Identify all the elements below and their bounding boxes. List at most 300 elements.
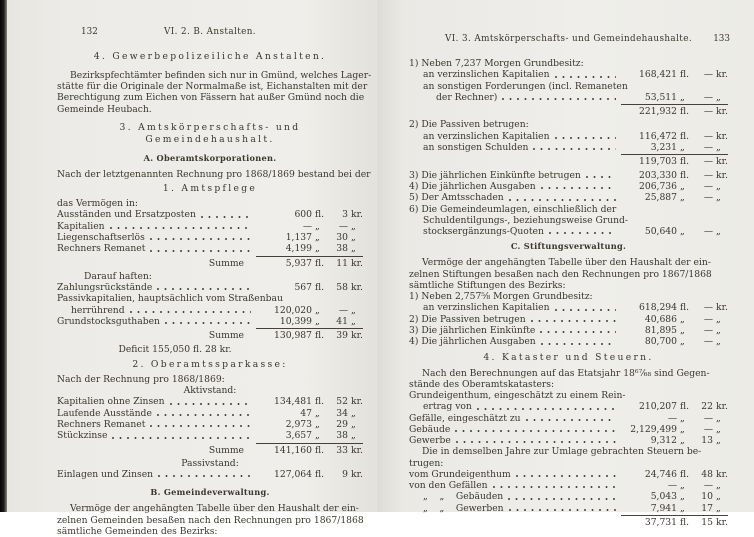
unit-kreuzer: „	[716, 313, 721, 325]
running-header-right-title: VI. 3. Amtskörperschafts- und Gemeindehaushalte.	[444, 34, 693, 44]
paragraph-kataster	[409, 368, 728, 390]
row-amounts	[621, 154, 728, 167]
ledger-row	[57, 328, 363, 341]
amount-gulden: 5,043	[650, 491, 677, 503]
amount-gulden: 40,686	[644, 313, 677, 325]
ledger-stiftungen	[409, 291, 728, 347]
amount-gulden: 25,887	[644, 192, 677, 204]
paragraph-line: trugen:	[409, 457, 444, 469]
amount-kreuzer: 30	[336, 231, 348, 243]
section-heading-kataster: 4. Kataster und Steuern.	[483, 351, 654, 363]
ledger-row	[409, 226, 728, 237]
paragraph-line: zelnen Stiftungen besaßen nach den Rechnungen pro 1867/1868	[409, 268, 712, 280]
row-label: stocksergänzungs-Quoten	[423, 226, 544, 238]
ledger-row	[57, 305, 363, 316]
row-amounts	[621, 401, 728, 412]
row-label: Liegenschaftserlös	[57, 231, 145, 243]
unit-gulden: fl.	[315, 469, 325, 481]
row-amounts	[256, 243, 363, 254]
unit-gulden: fl.	[315, 282, 325, 294]
amount-gulden: 1,137	[285, 231, 312, 243]
row-label: vom Grundeigenthum	[409, 468, 511, 480]
amount-gulden: 50,640	[644, 226, 677, 238]
unit-kreuzer: „	[716, 192, 721, 204]
amount-kreuzer: 11	[336, 257, 348, 269]
dot-leader	[150, 425, 251, 427]
ledger-row	[57, 443, 363, 456]
amount-gulden: 600	[294, 209, 312, 221]
unit-gulden: fl.	[680, 468, 690, 480]
unit-kreuzer: „	[716, 180, 721, 192]
amount-gulden: 2,973	[285, 418, 312, 430]
unit-kreuzer: „	[716, 324, 721, 336]
row-amounts	[256, 328, 363, 341]
ledger-row	[409, 469, 728, 480]
ledger-row	[57, 282, 363, 293]
paragraph-line: sämtliche Gemeinden des Bezirks:	[57, 525, 218, 537]
amount-gulden: 203,330	[639, 169, 677, 181]
row-label: Grundeigenthum, eingeschätzt zu einem Rein-	[409, 389, 626, 401]
unit-kreuzer: „	[351, 407, 356, 419]
amount-gulden: 618,294	[639, 302, 677, 314]
row-label: Gebäude	[409, 423, 451, 435]
unit-kreuzer: kr.	[351, 209, 363, 221]
amount-gulden: 10,399	[279, 315, 312, 327]
row-label: Rechners Remanet	[57, 243, 146, 255]
row-label: Summe	[208, 444, 244, 456]
unit-gulden: fl.	[680, 69, 690, 81]
amount-kreuzer: 38	[336, 243, 348, 255]
unit-kreuzer: „	[351, 315, 356, 327]
unit-gulden: fl.	[315, 330, 325, 342]
dot-leader	[531, 320, 616, 322]
amount-kreuzer: 15	[701, 517, 713, 529]
ledger-row	[409, 69, 728, 80]
paragraph-line: stände des Oberamtskatasters:	[409, 378, 555, 390]
ledger-row	[57, 221, 363, 232]
ledger-row	[409, 104, 728, 117]
unit-kreuzer: kr.	[716, 169, 728, 181]
amount-kreuzer: —	[703, 226, 713, 238]
row-amounts	[256, 305, 363, 316]
amount-kreuzer: 13	[701, 435, 713, 447]
row-label: an verzinslichen Kapitalien	[423, 302, 550, 314]
paragraph-line: Vermöge der angehängten Tabelle über den Haushalt der ein-	[422, 257, 711, 269]
row-label: Summe	[208, 257, 244, 269]
ledger-row	[409, 390, 728, 401]
ledger-row	[409, 435, 728, 446]
row-label: Kapitalien ohne Zinsen	[57, 396, 165, 408]
dot-leader	[110, 227, 251, 229]
amount-gulden: —	[667, 412, 677, 424]
row-amounts	[621, 480, 728, 491]
unit-kreuzer: „	[351, 220, 356, 232]
ledger-row	[57, 469, 363, 480]
row-amounts	[621, 92, 728, 103]
dot-leader	[112, 437, 251, 439]
row-amounts	[621, 325, 728, 336]
dot-leader	[201, 216, 251, 218]
ledger-row	[57, 198, 363, 209]
amount-kreuzer: —	[703, 336, 713, 348]
row-amounts	[621, 192, 728, 203]
unit-gulden: fl.	[315, 396, 325, 408]
paragraph-line: Berechtigung zum Eichen von Fässern hat außer Gmünd noch die	[57, 92, 365, 104]
dot-leader	[157, 288, 251, 290]
row-amounts	[621, 314, 728, 325]
paragraph-line: stätte für die Originale der Normalmaße ist, Eichanstalten mit der	[57, 81, 368, 93]
amount-kreuzer: —	[338, 304, 348, 316]
row-label: „ „ Gebäuden	[423, 491, 504, 503]
subsection-heading-gemeindeverwaltung: B. Gemeindeverwaltung.	[150, 487, 270, 498]
ledger-row	[57, 271, 363, 282]
amount-kreuzer: 34	[336, 407, 348, 419]
unit-kreuzer: kr.	[716, 302, 728, 314]
unit-gulden: fl.	[315, 257, 325, 269]
ledger-amtspflege	[57, 198, 363, 355]
dot-leader	[516, 475, 616, 477]
ledger-row	[409, 204, 728, 215]
ledger-row	[57, 256, 363, 269]
unit-gulden: „	[680, 336, 685, 348]
paragraph-line: Die in demselben Jahre zur Umlage gebrachten Steuern be-	[422, 446, 702, 458]
amount-kreuzer: —	[703, 324, 713, 336]
unit-gulden: „	[680, 423, 685, 435]
dot-leader	[130, 311, 251, 313]
ledger-row	[409, 480, 728, 491]
row-amounts	[621, 413, 728, 424]
unit-kreuzer: kr.	[716, 401, 728, 413]
dot-leader	[150, 250, 251, 252]
unit-kreuzer: kr.	[716, 156, 728, 168]
row-amounts	[256, 443, 363, 456]
row-label: Passivkapitalien, hauptsächlich vom Straßenbau	[57, 293, 283, 305]
unit-gulden: fl.	[315, 209, 325, 221]
amount-gulden: 24,746	[644, 468, 677, 480]
dot-leader	[555, 76, 616, 78]
row-label: an sonstigen Schulden	[423, 142, 529, 154]
unit-gulden: fl.	[680, 401, 690, 413]
amount-gulden: 221,932	[639, 106, 677, 118]
ledger-row	[409, 401, 728, 412]
unit-gulden: fl.	[680, 169, 690, 181]
ledger-row	[409, 291, 728, 302]
amount-kreuzer: —	[703, 192, 713, 204]
ledger-row	[57, 458, 363, 469]
unit-kreuzer: kr.	[351, 396, 363, 408]
amount-kreuzer: 58	[336, 282, 348, 294]
unit-gulden: fl.	[315, 444, 325, 456]
amount-kreuzer: —	[703, 412, 713, 424]
amount-gulden: 210,207	[639, 401, 677, 413]
row-label: „ „ Gewerben	[423, 502, 504, 514]
row-label: an sonstigen Forderungen (incl. Remaneten	[423, 80, 628, 92]
paragraph-gemeindeverwaltung	[57, 503, 363, 537]
section-heading-gewerbepolizeiliche: 4. Gewerbepolizeiliche Anstalten.	[93, 51, 327, 62]
unit-gulden: „	[680, 502, 685, 514]
ledger-kataster	[409, 390, 728, 446]
ledger-row	[57, 430, 363, 441]
unit-kreuzer: kr.	[716, 468, 728, 480]
row-label: 2) Die Passiven betrugen	[409, 313, 526, 325]
amount-kreuzer: —	[703, 302, 713, 314]
page-number-left: 132	[81, 27, 98, 37]
amount-gulden: 127,064	[274, 469, 312, 481]
amount-kreuzer: 3	[342, 209, 348, 221]
paragraph-line: zelnen Gemeinden besaßen nach den Rechnungen pro 1867/1868	[57, 514, 364, 526]
dot-leader	[455, 430, 616, 432]
row-label: Ausständen und Ersatzposten	[57, 209, 196, 221]
unit-gulden: „	[680, 180, 685, 192]
unit-kreuzer: „	[351, 418, 356, 430]
subsection-heading-sparkasse: 2. Oberamtssparkasse:	[132, 358, 288, 370]
dot-leader	[533, 148, 616, 150]
unit-gulden: „	[680, 313, 685, 325]
amount-kreuzer: 22	[701, 401, 713, 413]
ledger-row	[409, 119, 728, 130]
dot-leader	[508, 498, 616, 500]
book-spine	[0, 0, 7, 512]
amount-kreuzer: 17	[701, 502, 713, 514]
dot-leader	[158, 475, 251, 477]
dot-leader	[509, 199, 616, 201]
unit-kreuzer: „	[716, 412, 721, 424]
unit-gulden: „	[680, 91, 685, 103]
amount-gulden: 37,731	[644, 517, 677, 529]
ledger-row	[409, 515, 728, 528]
unit-gulden: „	[680, 435, 685, 447]
dot-leader	[502, 98, 616, 100]
amount-gulden: 7,941	[650, 502, 677, 514]
amount-gulden: 4,199	[285, 243, 312, 255]
dot-leader	[509, 509, 616, 511]
running-header-right	[409, 34, 728, 45]
row-amounts	[256, 469, 363, 480]
amount-kreuzer: 52	[336, 396, 348, 408]
amount-gulden: 120,020	[274, 304, 312, 316]
row-amounts	[621, 104, 728, 117]
ledger-row	[57, 316, 363, 327]
dot-leader	[555, 137, 616, 139]
unit-kreuzer: „	[716, 480, 721, 492]
amount-kreuzer: —	[703, 169, 713, 181]
amount-kreuzer: —	[703, 480, 713, 492]
row-amounts	[621, 435, 728, 446]
amount-gulden: 141,160	[274, 444, 312, 456]
row-amounts	[256, 316, 363, 327]
ledger-row	[409, 503, 728, 514]
row-amounts	[621, 491, 728, 502]
ledger-row	[57, 385, 363, 396]
row-amounts	[621, 226, 728, 237]
unit-kreuzer: „	[716, 226, 721, 238]
amount-kreuzer: 48	[701, 468, 713, 480]
ledger-row	[57, 243, 363, 254]
amount-kreuzer: —	[338, 220, 348, 232]
ledger-row	[409, 142, 728, 153]
unit-kreuzer: „	[716, 435, 721, 447]
unit-gulden: „	[315, 231, 320, 243]
row-label: 4) Die jährlichen Ausgaben	[409, 180, 536, 192]
unit-kreuzer: kr.	[351, 469, 363, 481]
ledger-row	[409, 424, 728, 435]
dot-leader	[586, 176, 616, 178]
unit-gulden: „	[315, 407, 320, 419]
amount-gulden: 3,657	[285, 430, 312, 442]
unit-kreuzer: „	[716, 491, 721, 503]
ledger-row	[409, 154, 728, 167]
paragraph-line: Gemeinde Heubach.	[57, 103, 152, 115]
dot-leader	[456, 441, 616, 443]
unit-gulden: fl.	[680, 156, 690, 168]
row-amounts	[621, 515, 728, 528]
ledger-sparkasse	[57, 385, 363, 480]
unit-gulden: „	[680, 226, 685, 238]
row-label: Zahlungsrückstände	[57, 282, 153, 294]
amount-kreuzer: 9	[342, 469, 348, 481]
row-amounts	[621, 181, 728, 192]
paragraph-steuern	[409, 446, 728, 468]
unit-kreuzer: kr.	[351, 330, 363, 342]
unit-kreuzer: kr.	[716, 517, 728, 529]
unit-kreuzer: „	[716, 142, 721, 154]
ledger-row	[409, 92, 728, 103]
row-amounts	[256, 396, 363, 407]
subsection-heading-stiftungsverwaltung: C. Stiftungsverwaltung.	[510, 241, 627, 252]
row-label: das Vermögen in:	[57, 198, 138, 210]
row-amounts	[621, 424, 728, 435]
ledger-row	[409, 336, 728, 347]
amount-gulden: 5,937	[285, 257, 312, 269]
ledger-row	[409, 491, 728, 502]
row-label: Gewerbe	[409, 435, 451, 447]
row-label: 2) Die Passiven betrugen:	[409, 119, 529, 131]
page-right	[377, 0, 754, 529]
amount-kreuzer: 39	[336, 330, 348, 342]
amount-gulden: 119,703	[639, 156, 677, 168]
ledger-row	[57, 293, 363, 304]
row-label: Aktivstand:	[183, 385, 237, 397]
unit-kreuzer: kr.	[716, 130, 728, 142]
unit-kreuzer: kr.	[351, 257, 363, 269]
row-label: herrührend	[71, 304, 125, 316]
row-amounts	[621, 131, 728, 142]
amount-gulden: 134,481	[274, 396, 312, 408]
row-label: Stückzinse	[57, 430, 108, 442]
unit-kreuzer: „	[351, 304, 356, 316]
paragraph-line: Nach den Berechnungen auf das Etatsjahr 18⁶⁷⁄₆₈ sind Gegen-	[422, 367, 710, 379]
row-amounts	[256, 256, 363, 269]
row-label: Passivstand:	[181, 457, 239, 469]
unit-kreuzer: „	[351, 430, 356, 442]
ledger-row	[57, 209, 363, 220]
row-amounts	[621, 302, 728, 313]
amount-kreuzer: —	[703, 106, 713, 118]
row-amounts	[256, 408, 363, 419]
section-heading-amtskoerperschaft: 3. Amtskörperschafts- und Gemeindehaushalt.	[119, 121, 301, 145]
amount-kreuzer: —	[703, 156, 713, 168]
paragraph-gewerbe	[57, 70, 372, 115]
row-label: von den Gefällen	[409, 480, 488, 492]
amount-gulden: 2,129,499	[630, 423, 677, 435]
unit-gulden: „	[680, 192, 685, 204]
unit-kreuzer: „	[351, 231, 356, 243]
dot-leader	[477, 408, 616, 410]
row-label: Summe	[208, 330, 244, 342]
unit-gulden: „	[315, 418, 320, 430]
row-label: Rechners Remanet	[57, 418, 146, 430]
amount-gulden: 81,895	[644, 324, 677, 336]
row-amounts	[621, 170, 728, 181]
row-label: Grundstocksguthaben	[57, 315, 160, 327]
unit-gulden: fl.	[680, 106, 690, 118]
amount-gulden: 168,421	[639, 69, 677, 81]
dot-leader	[541, 187, 616, 189]
unit-kreuzer: „	[716, 423, 721, 435]
amount-gulden: —	[302, 220, 312, 232]
row-amounts	[256, 282, 363, 293]
amount-kreuzer: —	[703, 91, 713, 103]
amount-kreuzer: 29	[336, 418, 348, 430]
unit-gulden: „	[680, 324, 685, 336]
ledger-row	[57, 232, 363, 243]
row-label: 4) Die jährlichen Ausgaben	[409, 336, 536, 348]
page-left	[7, 0, 377, 537]
subsection-heading-oberamtskorporationen: A. Oberamtskorporationen.	[143, 152, 277, 163]
amount-kreuzer: —	[703, 423, 713, 435]
row-amounts	[621, 142, 728, 153]
amount-gulden: 206,736	[639, 180, 677, 192]
ledger-row	[409, 131, 728, 142]
paragraph-line: Vermöge der angehängten Tabelle über den Haushalt der ein-	[70, 503, 359, 515]
row-label: Laufende Ausstände	[57, 407, 152, 419]
row-amounts	[256, 221, 363, 232]
amount-gulden: 116,472	[639, 130, 677, 142]
row-amounts	[621, 503, 728, 514]
dot-leader	[165, 322, 251, 324]
amount-gulden: 130,987	[274, 330, 312, 342]
row-amounts	[256, 209, 363, 220]
running-header-left-title: VI. 2. B. Anstalten.	[164, 27, 256, 37]
dot-leader	[150, 238, 251, 240]
paragraph-line: sämtliche Stiftungen des Bezirks:	[409, 279, 566, 291]
row-label: Kapitalien	[57, 220, 105, 232]
amount-kreuzer: —	[703, 180, 713, 192]
row-label: an verzinslichen Kapitalien	[423, 130, 550, 142]
amount-kreuzer: 33	[336, 444, 348, 456]
ledger-row	[409, 413, 728, 424]
row-amounts	[621, 69, 728, 80]
row-label: an verzinslichen Kapitalien	[423, 69, 550, 81]
unit-kreuzer: „	[351, 243, 356, 255]
sparkasse-intro: Nach der Rechnung pro 1868/1869:	[57, 373, 225, 385]
dot-leader	[549, 232, 616, 234]
row-label: 3) Die jährlichen Einkünfte betrugen	[409, 169, 581, 181]
ledger-gemeindehaushalt	[409, 58, 728, 237]
dot-leader	[526, 419, 616, 421]
unit-kreuzer: „	[716, 502, 721, 514]
unit-gulden: „	[315, 220, 320, 232]
unit-kreuzer: kr.	[351, 282, 363, 294]
amount-kreuzer: 38	[336, 430, 348, 442]
dot-leader	[555, 309, 616, 311]
row-label: 5) Der Amtsschaden	[409, 192, 504, 204]
intro-line: Nach der letztgenannten Rechnung pro 1868/1869 bestand bei der	[57, 168, 371, 180]
unit-gulden: fl.	[680, 130, 690, 142]
row-label: Gefälle, eingeschätzt zu	[409, 412, 521, 424]
subsection-heading-amtspflege: 1. Amtspflege	[162, 183, 258, 195]
unit-gulden: „	[315, 315, 320, 327]
